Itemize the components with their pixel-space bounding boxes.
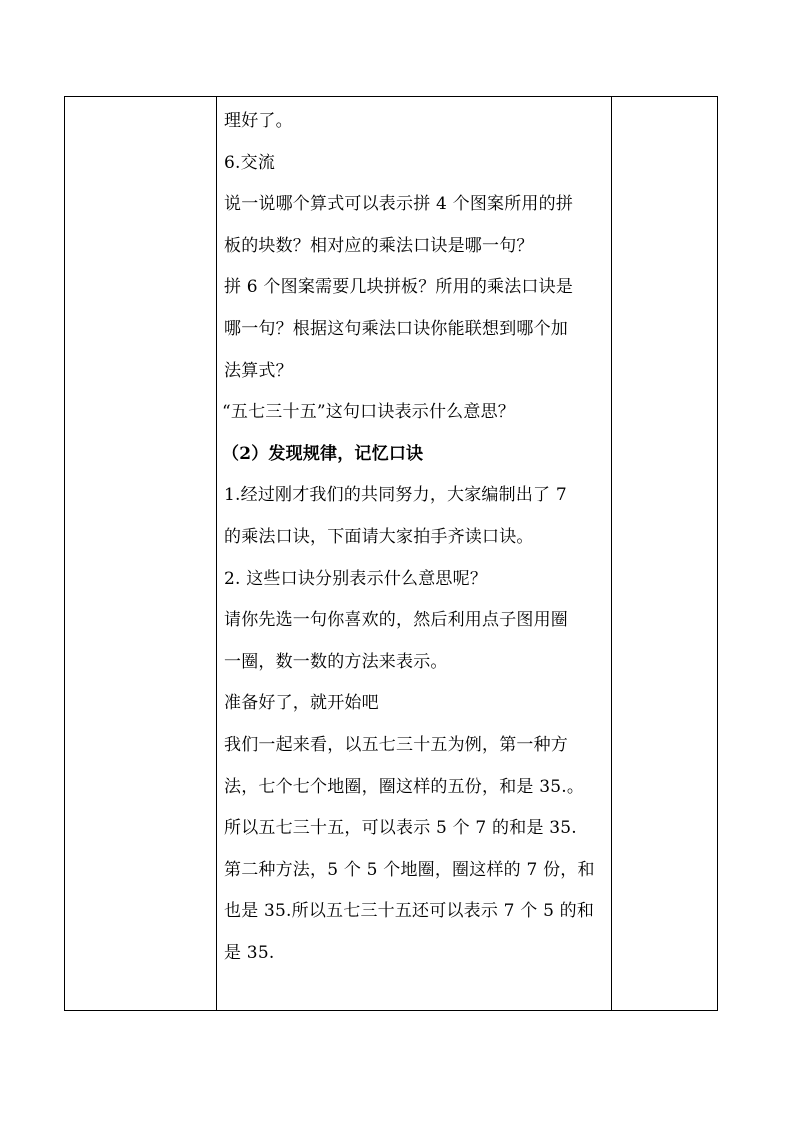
text-line: 板的块数？相对应的乘法口诀是哪一句？: [224, 235, 534, 256]
lesson-table: [64, 96, 718, 1011]
column-divider-left: [216, 97, 217, 1010]
text-line: 是 35.: [224, 942, 275, 963]
text-line: 法算式？: [224, 360, 293, 381]
text-line: 一圈，数一数的方法来表示。: [224, 651, 448, 672]
text-line: 第二种方法，5 个 5 个地圈，圈这样的 7 份，和: [224, 859, 595, 880]
text-line: 1.经过刚才我们的共同努力，大家编制出了 7: [224, 485, 567, 506]
section-heading-discover-pattern: （2）发现规律，记忆口诀: [222, 443, 424, 464]
text-line: 准备好了，就开始吧: [224, 693, 379, 714]
section-heading-exchange: 6.交流: [224, 152, 276, 173]
content-cell: [224, 101, 608, 974]
column-divider-right: [611, 97, 612, 1010]
text-line: 2. 这些口诀分别表示什么意思呢？: [224, 568, 488, 589]
text-line: 所以五七三十五，可以表示 5 个 7 的和是 35.: [224, 818, 577, 839]
text-line: 拼 6 个图案需要几块拼板？所用的乘法口诀是: [224, 277, 574, 298]
text-line: 我们一起来看，以五七三十五为例，第一种方: [224, 734, 568, 755]
text-line: 的乘法口诀，下面请大家拍手齐读口诀。: [224, 526, 534, 547]
text-line: 说一说哪个算式可以表示拼 4 个图案所用的拼: [224, 194, 574, 215]
text-line: 请你先选一句你喜欢的，然后利用点子图用圈: [224, 610, 568, 631]
text-line: 哪一句？根据这句乘法口诀你能联想到哪个加: [224, 318, 568, 339]
text-line: 也是 35.所以五七三十五还可以表示 7 个 5 的和: [224, 901, 595, 922]
text-line: “五七三十五”这句口诀表示什么意思？: [222, 402, 515, 423]
text-line: 理好了。: [224, 111, 293, 131]
text-line: 法，七个七个地圈，圈这样的五份，和是 35.。: [224, 776, 585, 797]
